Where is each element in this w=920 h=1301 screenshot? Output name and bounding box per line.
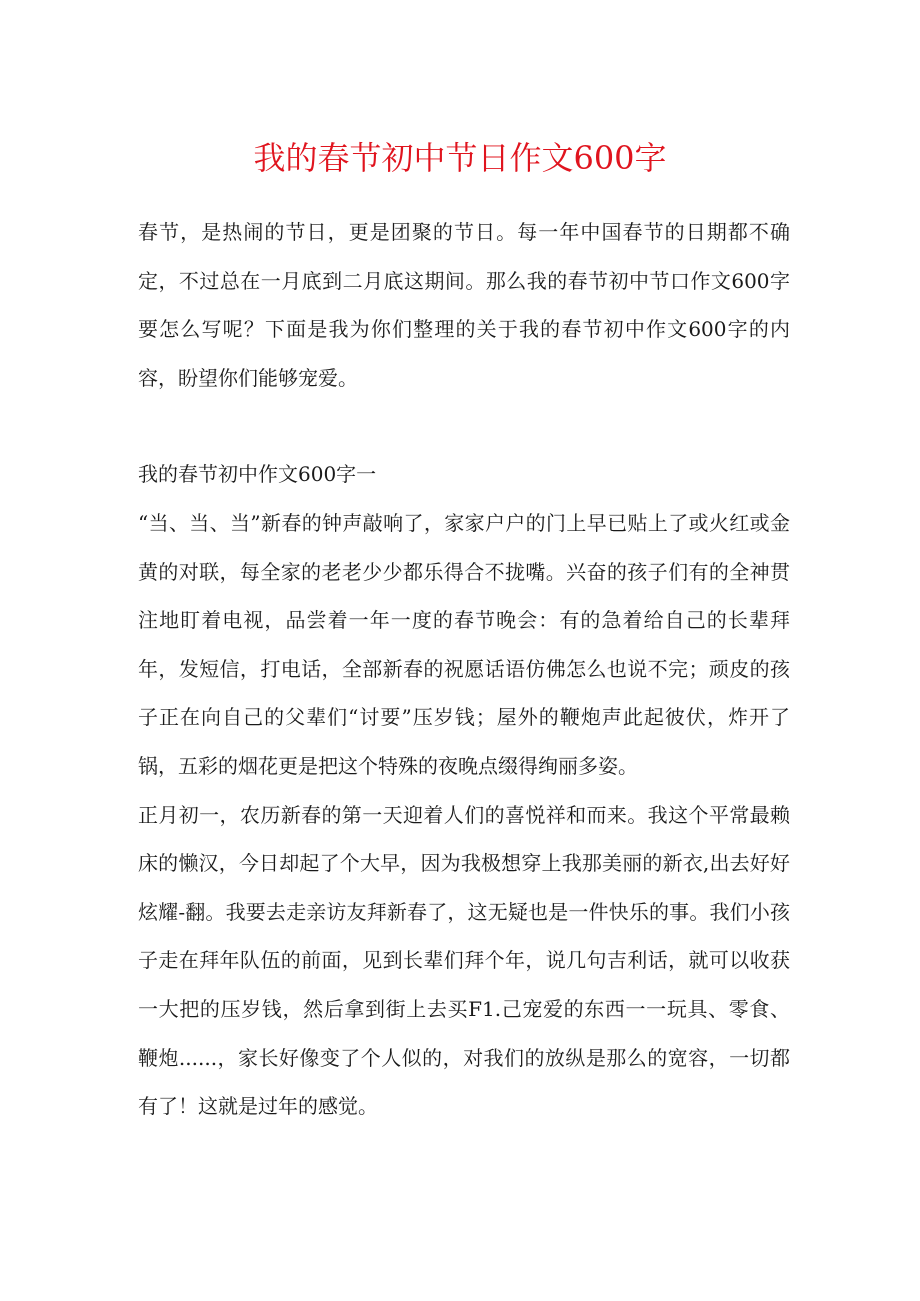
body-paragraph-1: “当、当、当”新春的钟声敲响了，家家户户的门上早已贴上了或火红或金黄的对联，每全家的老老少少都乐得合不拢嘴。兴奋的孩子们有的全神贯注地盯着电视，品尝着一年一度的春节晚会：有的急着给自己的长辈拜年，发短信，打电话，全部新春的祝愿话语仿佛怎么也说不完；顽皮的孩子正在向自己的父辈们“讨要”压岁钱；屋外的鞭炮声此起彼伏，炸开了锅，五彩的烟花更是把这个特殊的夜晚点缀得绚丽多姿。 [138,510,790,778]
intro-paragraph: 春节，是热闹的节日，更是团聚的节日。每一年中国春节的日期都不确定，不过总在一月底到二月底这期间。那么我的春节初中节口作文600字要怎么写呢？下面是我为你们整理的关于我的春节初中作文600字的内容，盼望你们能够宠爱。 [138,220,790,390]
section-heading: 我的春节初中作文600字一 [138,462,377,487]
document-body [138,208,790,1131]
body-paragraph-2: 正月初一，农历新春的第一天迎着人们的喜悦祥和而来。我这个平常最赖床的懒汉，今日却起了个大早，因为我极想穿上我那美丽的新衣,出去好好炫耀-翻。我要去走亲访友拜新春了，这无疑也是一件快乐的事。我们小孩子走在拜年队伍的前面，见到长辈们拜个年，说几句吉利话，就可以收获一大把的压岁钱，然后拿到街上去买F1.己宠爱的东西一一玩具、零食、鞭炮......，家长好像变了个人似的，对我们的放纵是那么的宽容，一切都有了！这就是过年的感觉。 [138,802,790,1119]
paragraph-gap [138,402,790,450]
document-title: 我的春节初中节日作文600字 [253,139,667,177]
